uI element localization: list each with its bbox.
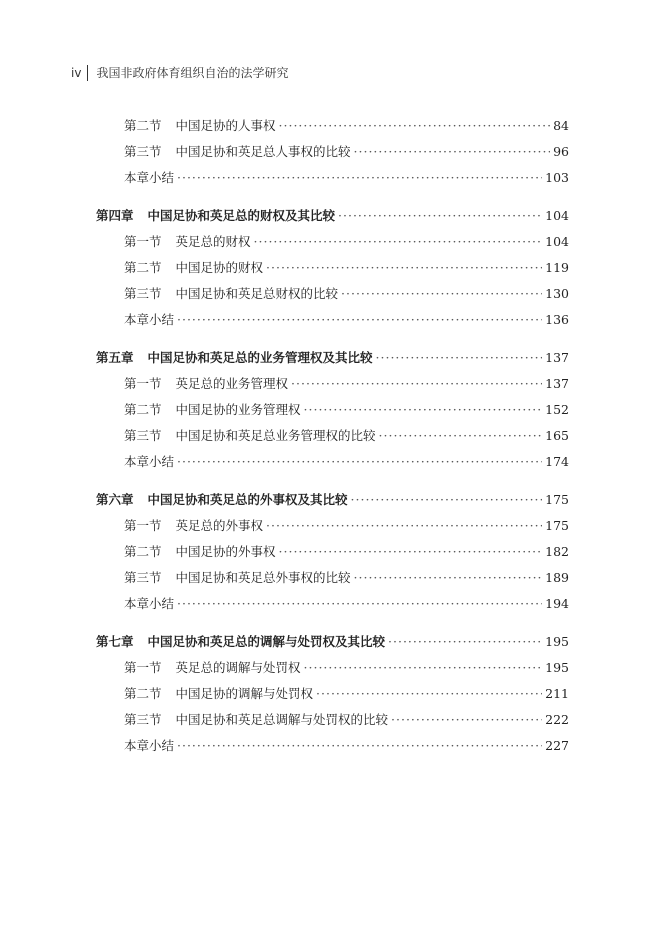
dot-leader [279,544,543,560]
toc-entry-page: 84 [553,118,569,133]
toc-entry-number: 第三节 [124,712,162,727]
dot-leader [351,492,543,508]
toc-entry-number: 第二节 [124,118,162,133]
toc-entry-number: 第二节 [124,260,162,275]
toc-entry-page: 119 [545,260,569,275]
toc-summary-entry[interactable] [96,728,569,754]
toc-entry-page: 103 [545,170,569,185]
dot-leader [304,660,543,676]
toc-entry-page: 104 [545,234,569,249]
toc-chapter-entry[interactable] [96,340,569,366]
toc-entry-title: 中国足协和英足总的财权及其比较 [147,208,336,223]
toc-entry-number: 第一节 [124,518,162,533]
chapter-gap [96,328,569,340]
dot-leader [266,260,542,276]
toc-entry-title: 中国足协和英足总的业务管理权及其比较 [147,350,373,365]
toc-entry-title: 中国足协和英足总的外事权及其比较 [147,492,348,507]
dot-leader [177,596,542,612]
dot-leader [341,286,542,302]
toc-entry-number: 第七章 [96,634,134,649]
toc-section-entry[interactable] [96,366,569,392]
toc-entry-number: 第二节 [124,686,162,701]
toc-entry-title: 英足总的外事权 [175,518,264,533]
toc-entry-page: 211 [545,686,569,701]
chapter-gap [96,470,569,482]
toc-entry-title: 中国足协的财权 [175,260,264,275]
toc-entry-title: 本章小结 [124,738,175,753]
toc-entry-page: 152 [545,402,569,417]
toc-entry-page: 182 [545,544,569,559]
toc-section-entry[interactable] [96,508,569,534]
toc-entry-number: 第三节 [124,286,162,301]
toc-entry-title: 英足总的业务管理权 [175,376,289,391]
toc-section-entry[interactable] [96,676,569,702]
dot-leader [177,170,542,186]
toc-section-entry[interactable] [96,702,569,728]
toc-entry-number: 第三节 [124,428,162,443]
chapter-gap [96,186,569,198]
toc-summary-entry[interactable] [96,160,569,186]
toc-entry-number: 第六章 [96,492,134,507]
toc-entry-title: 本章小结 [124,596,175,611]
toc-section-entry[interactable] [96,418,569,444]
toc-summary-entry[interactable] [96,586,569,612]
toc-entry-page: 175 [545,518,569,533]
toc-section-entry[interactable] [96,560,569,586]
toc-entry-page: 227 [545,738,569,753]
dot-leader [254,234,543,250]
toc-chapter-entry[interactable] [96,198,569,224]
toc-entry-page: 96 [553,144,569,159]
dot-leader [379,428,543,444]
dot-leader [266,518,542,534]
toc-entry-page: 165 [545,428,569,443]
toc-entry-page: 136 [545,312,569,327]
toc-entry-page: 137 [545,376,569,391]
toc-section-entry[interactable] [96,650,569,676]
toc-entry-number: 第五章 [96,350,134,365]
toc-chapter-entry[interactable] [96,482,569,508]
toc-entry-number: 第一节 [124,376,162,391]
toc-entry-page: 195 [545,634,569,649]
toc-summary-entry[interactable] [96,302,569,328]
toc-entry-number: 第二节 [124,402,162,417]
toc-section-entry[interactable] [96,250,569,276]
toc-chapter-entry[interactable] [96,624,569,650]
book-title: 我国非政府体育组织自治的法学研究 [96,66,289,80]
toc-entry-title: 英足总的财权 [175,234,251,249]
toc-entry-number: 第四章 [96,208,134,223]
toc-entry-page: 194 [545,596,569,611]
dot-leader [316,686,542,702]
toc-entry-page: 189 [545,570,569,585]
toc-entry-title: 中国足协的人事权 [175,118,276,133]
toc-summary-entry[interactable] [96,444,569,470]
toc-entry-page: 104 [545,208,569,223]
dot-leader [376,350,543,366]
running-header [71,64,288,81]
dot-leader [177,312,542,328]
toc-entry-title: 中国足协和英足总调解与处罚权的比较 [175,712,389,727]
toc-section-entry[interactable] [96,276,569,302]
dot-leader [388,634,542,650]
toc-entry-title: 中国足协和英足总业务管理权的比较 [175,428,376,443]
dot-leader [338,208,542,224]
toc-entry-title: 中国足协的外事权 [175,544,276,559]
dot-leader [177,738,542,754]
table-of-contents [96,108,569,754]
toc-entry-page: 222 [545,712,569,727]
toc-entry-number: 第三节 [124,144,162,159]
chapter-gap [96,612,569,624]
dot-leader [177,454,542,470]
toc-entry-page: 195 [545,660,569,675]
toc-entry-title: 中国足协和英足总的调解与处罚权及其比较 [147,634,386,649]
dot-leader [279,118,551,134]
toc-entry-page: 175 [545,492,569,507]
dot-leader [304,402,543,418]
toc-entry-title: 本章小结 [124,170,175,185]
toc-entry-page: 130 [545,286,569,301]
toc-entry-title: 中国足协和英足总外事权的比较 [175,570,351,585]
toc-entry-page: 174 [545,454,569,469]
dot-leader [291,376,542,392]
toc-entry-number: 第二节 [124,544,162,559]
toc-entry-page: 137 [545,350,569,365]
toc-entry-title: 本章小结 [124,312,175,327]
toc-entry-number: 第一节 [124,660,162,675]
toc-section-entry[interactable] [96,108,569,134]
header-divider [87,65,88,81]
toc-entry-number: 第一节 [124,234,162,249]
toc-entry-title: 中国足协和英足总人事权的比较 [175,144,351,159]
toc-entry-title: 中国足协的调解与处罚权 [175,686,314,701]
toc-section-entry[interactable] [96,134,569,160]
toc-entry-title: 本章小结 [124,454,175,469]
toc-entry-number: 第三节 [124,570,162,585]
toc-entry-title: 中国足协和英足总财权的比较 [175,286,339,301]
toc-entry-title: 英足总的调解与处罚权 [175,660,301,675]
dot-leader [391,712,542,728]
toc-section-entry[interactable] [96,392,569,418]
toc-section-entry[interactable] [96,534,569,560]
page-number: iv [71,65,82,80]
dot-leader [354,144,551,160]
toc-section-entry[interactable] [96,224,569,250]
dot-leader [354,570,543,586]
toc-entry-title: 中国足协的业务管理权 [175,402,301,417]
